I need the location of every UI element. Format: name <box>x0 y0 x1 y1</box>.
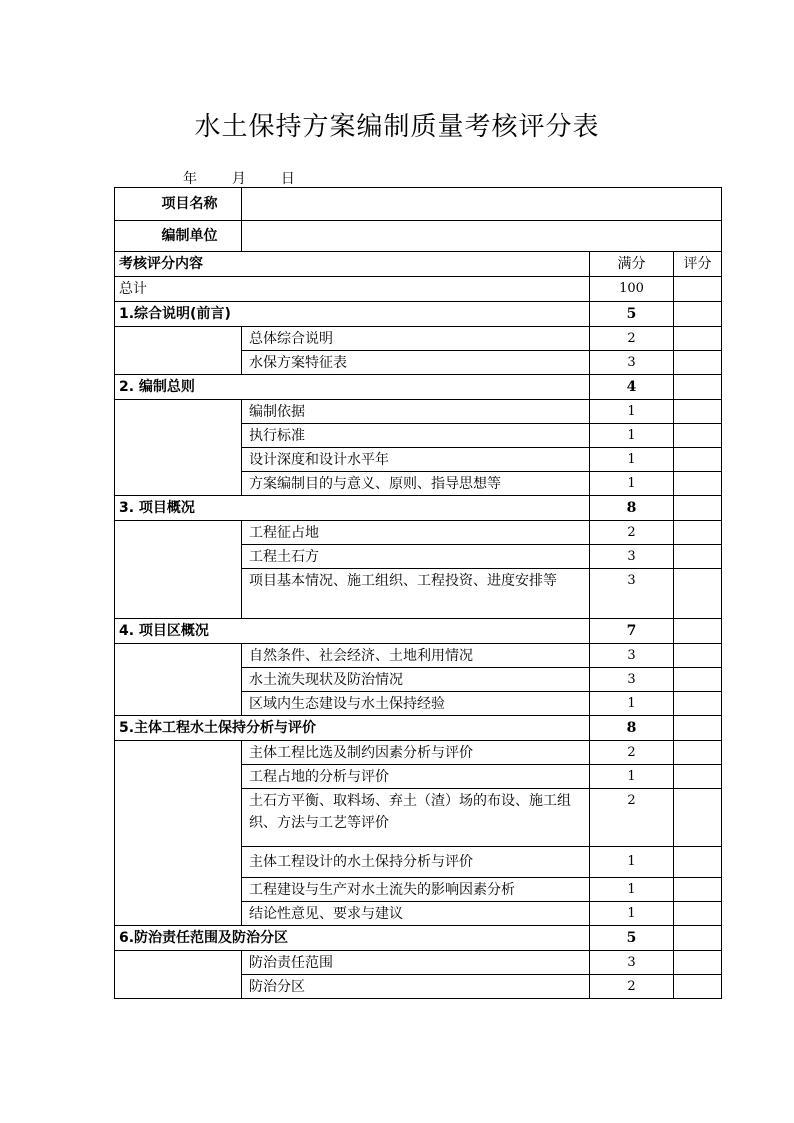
score-cell[interactable] <box>674 741 722 765</box>
item-score: 1 <box>590 692 674 716</box>
blank-cell <box>115 327 242 375</box>
score-cell[interactable] <box>674 496 722 521</box>
score-cell[interactable] <box>674 975 722 999</box>
score-cell[interactable] <box>674 847 722 878</box>
section-score: 8 <box>590 496 674 521</box>
item-score: 1 <box>590 878 674 902</box>
score-cell[interactable] <box>674 668 722 692</box>
score-cell[interactable] <box>674 765 722 789</box>
item-label: 项目基本情况、施工组织、工程投资、进度安排等 <box>242 569 590 619</box>
score-cell[interactable] <box>674 302 722 327</box>
section-score: 4 <box>590 375 674 400</box>
blank-cell <box>115 741 242 926</box>
total-value: 100 <box>590 277 674 302</box>
item-score: 1 <box>590 847 674 878</box>
item-label: 主体工程设计的水土保持分析与评价 <box>242 847 590 878</box>
item-label: 土石方平衡、取料场、弃土（渣）场的布设、施工组织、方法与工艺等评价 <box>242 789 590 847</box>
item-label: 水土流失现状及防治情况 <box>242 668 590 692</box>
score-table <box>114 187 722 999</box>
blank-cell <box>115 521 242 619</box>
full-score-header: 满分 <box>590 252 674 277</box>
item-score: 1 <box>590 448 674 472</box>
total-label: 总计 <box>115 277 590 302</box>
section-title: 6.防治责任范围及防治分区 <box>115 926 590 951</box>
item-score: 1 <box>590 400 674 424</box>
score-cell[interactable] <box>674 902 722 926</box>
item-score: 1 <box>590 472 674 496</box>
total-score-cell[interactable] <box>674 277 722 302</box>
date-line <box>183 168 295 188</box>
item-label: 工程征占地 <box>242 521 590 545</box>
item-label: 自然条件、社会经济、土地利用情况 <box>242 644 590 668</box>
item-score: 1 <box>590 902 674 926</box>
score-cell[interactable] <box>674 351 722 375</box>
score-cell[interactable] <box>674 400 722 424</box>
item-score: 1 <box>590 424 674 448</box>
item-score: 3 <box>590 951 674 975</box>
score-cell[interactable] <box>674 619 722 644</box>
score-cell[interactable] <box>674 789 722 847</box>
item-label: 防治责任范围 <box>242 951 590 975</box>
section-score: 5 <box>590 302 674 327</box>
blank-cell <box>115 400 242 496</box>
item-label: 主体工程比选及制约因素分析与评价 <box>242 741 590 765</box>
score-cell[interactable] <box>674 327 722 351</box>
content-header: 考核评分内容 <box>115 252 590 277</box>
score-cell[interactable] <box>674 569 722 619</box>
section-title: 3. 项目概况 <box>115 496 590 521</box>
score-header: 评分 <box>674 252 722 277</box>
score-cell[interactable] <box>674 644 722 668</box>
item-label: 工程土石方 <box>242 545 590 569</box>
item-score: 2 <box>590 975 674 999</box>
item-score: 2 <box>590 521 674 545</box>
score-cell[interactable] <box>674 878 722 902</box>
compiler-label: 编制单位 <box>115 221 242 252</box>
score-cell[interactable] <box>674 424 722 448</box>
item-label: 结论性意见、要求与建议 <box>242 902 590 926</box>
item-label: 防治分区 <box>242 975 590 999</box>
item-label: 设计深度和设计水平年 <box>242 448 590 472</box>
item-label: 编制依据 <box>242 400 590 424</box>
item-label: 工程占地的分析与评价 <box>242 765 590 789</box>
item-label: 区域内生态建设与水土保持经验 <box>242 692 590 716</box>
item-label: 总体综合说明 <box>242 327 590 351</box>
page-title: 水土保持方案编制质量考核评分表 <box>194 112 600 142</box>
score-cell[interactable] <box>674 545 722 569</box>
score-cell[interactable] <box>674 716 722 741</box>
score-cell[interactable] <box>674 951 722 975</box>
item-score: 1 <box>590 765 674 789</box>
date-year: 年 <box>183 171 197 187</box>
item-score: 2 <box>590 741 674 765</box>
item-score: 3 <box>590 644 674 668</box>
date-day: 日 <box>280 171 295 187</box>
item-label: 水保方案特征表 <box>242 351 590 375</box>
score-cell[interactable] <box>674 448 722 472</box>
item-label: 执行标准 <box>242 424 590 448</box>
section-title: 4. 项目区概况 <box>115 619 590 644</box>
item-label: 工程建设与生产对水土流失的影响因素分析 <box>242 878 590 902</box>
project-name-label: 项目名称 <box>115 188 242 221</box>
date-month: 月 <box>231 171 246 187</box>
score-cell[interactable] <box>674 521 722 545</box>
score-cell[interactable] <box>674 472 722 496</box>
item-label: 方案编制目的与意义、原则、指导思想等 <box>242 472 590 496</box>
section-score: 5 <box>590 926 674 951</box>
score-cell[interactable] <box>674 926 722 951</box>
section-title: 5.主体工程水土保持分析与评价 <box>115 716 590 741</box>
compiler-field[interactable] <box>242 221 722 252</box>
item-score: 3 <box>590 569 674 619</box>
score-cell[interactable] <box>674 375 722 400</box>
item-score: 3 <box>590 545 674 569</box>
blank-cell <box>115 951 242 999</box>
section-title: 1.综合说明(前言) <box>115 302 590 327</box>
score-cell[interactable] <box>674 692 722 716</box>
section-title: 2. 编制总则 <box>115 375 590 400</box>
item-score: 3 <box>590 351 674 375</box>
section-score: 8 <box>590 716 674 741</box>
item-score: 2 <box>590 789 674 847</box>
blank-cell <box>115 644 242 716</box>
section-score: 7 <box>590 619 674 644</box>
item-score: 2 <box>590 327 674 351</box>
item-score: 3 <box>590 668 674 692</box>
project-name-field[interactable] <box>242 188 722 221</box>
